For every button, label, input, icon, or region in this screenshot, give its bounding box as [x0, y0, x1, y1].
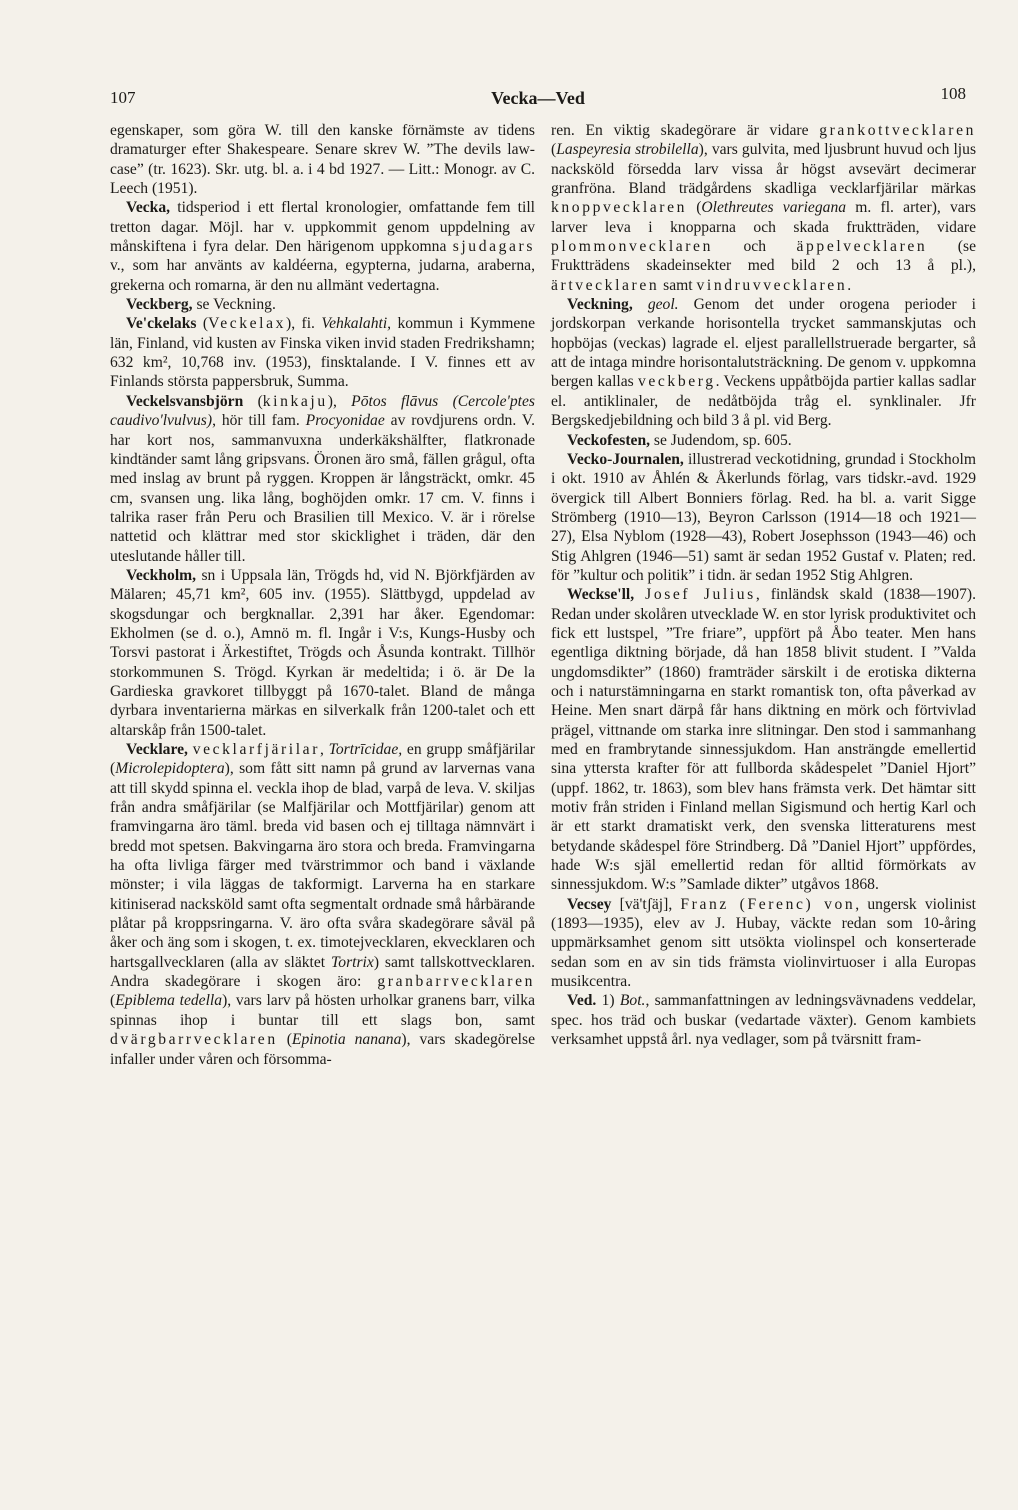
page-number-right: 108	[940, 84, 966, 103]
entry-veckelaks: Ve'ckelaks (Veckelax), fi. Vehkalahti, kommun i Kymmene län, Finland, vid kusten av Finska viken invid staden Fredrikshamn; 632 km², 10,768 inv. (1953), finsktalande. I V. finnes ett av Finlands största pappersbruk, Summa.	[110, 315, 535, 391]
entry-veckelsvansbjorn: Veckelsvansbjörn (kinkaju), Pōtos flāvus (Cercole'ptes caudivo'lvulvus), hör till fam. Procyonidae av rovdjurens ordn. V. har kort nos, sammanvuxna underkäkshälfter, flatkronade kindtänder samt lång gripsvans. Öronen äro små, fällen grågul, ofta med inslag av brunt på ryggen. Kroppen är långsträckt, omkr. 45 cm, svansen ung. lika lång, boghöjden omkr. 17 cm. V. finns i talrika raser från Peru och Brasilien till Mexico. V. är i rörelse nattetid och klättrar med stor skicklighet i träden, där den uteslutande håller till.	[110, 392, 535, 565]
headword: Veckberg,	[126, 296, 193, 314]
headword: Veckning,	[567, 296, 633, 314]
entry-vecka: Vecka, tidsperiod i ett flertal kronologier, omfattande fem till tretton dagar. Möjl. har v. uppkommit genom uppdelning av månskiftena i fyra delar. Den härigenom uppkomna sjudagars v., som har använts av kaldéerna, egypterna, judarna, araberna, grekerna och romarna, är den nu allmänt vedertagna.	[110, 199, 535, 294]
continued-entry: ren. En viktig skadegörare är vidare grankottvecklaren (Laspeyresia strobilella), vars gulvita, med ljusbrunt huvud och ljus nacksköld försedda larv vissa år högst avsevärt decimerar granfröna. Bland trädgårdens skadliga vecklarfjärilar märkas knoppvecklaren (Olethreutes variegana m. fl. arter), vars larver leva i knopparna och skada fruktträden, vidare plommonvecklaren och äppelvecklaren (se Fruktträdens skadeinsekter med bild 2 och 13 å pl.), ärtvecklaren samt vindruvvecklaren.	[551, 122, 977, 294]
headword: Vecsey	[567, 895, 612, 913]
headword: Veckholm,	[126, 566, 197, 584]
left-column	[110, 121, 535, 1069]
headword: Veckelsvansbjörn	[126, 392, 244, 410]
headword: Vecka,	[126, 199, 171, 217]
entry-veckofesten: Veckofesten, se Judendom, sp. 605.	[567, 431, 792, 449]
headword: Weckse'll,	[567, 586, 635, 604]
page-number-left: 107	[110, 88, 136, 107]
entry-veckning: Veckning, geol. Genom det under orogena perioder i jordskorpan verkande horisontella trycket sammanskjutas och hopböjas (veckas) lagrade el. eljest parallellstruerade bergarter, så att de intaga mindre horisontalutsträckning. De genom v. uppkomna bergen kallas veckberg. Veckens uppåtböjda partier kallas sadlar el. antiklinaler, de nedåtböjda tråg el. synklinaler. Jfr Bergskedjebildning och bild 3 å pl. vid Berg.	[551, 296, 977, 430]
headword: Vecklare,	[126, 741, 188, 758]
entry-wecksell: Weckse'll, Josef Julius, finländsk skald (1838—1907). Redan under skolåren utvecklade W. en stor lyrisk produktivitet och fick ett lustspel, ”Tre friare”, uppfört på Åbo teater. Men hans egentliga diktning började, då han 1858 blivit student. I ”Valda ungdomsdikter” (1860) framträder särskilt i de erotiska dikterna och i naturstämningarna en starkt romantisk ton, ofta påverkad av Heine. Men snart därpå får hans diktning en mörk och förtvivlad prägel, vittnande om starka inre slitningar. Den stod i sammanhang med en frambrytande sinnessjukdom. Han ansträngde emellertid sina yttersta krafter för att fullborda skådespelet ”Daniel Hjort” (uppf. 1862, tr. 1863), som blev hans främsta verk. Det hämtar sitt motiv från striden i Finland mellan Sigismund och hertig Karl och är ett starkt dramatiskt verk, den svenska litteraturens mest betydande skådespel före Strindberg. Då ”Daniel Hjort” uppfördes, hade W:s själ emellertid redan för alltid förmörkats av sinnessjukdom. W:s ”Samlade dikter” utgåvos 1868.	[551, 586, 976, 894]
running-header	[110, 84, 966, 114]
continued-entry: egenskaper, som göra W. till den kanske förnämste av tidens dramaturger efter Shakespeare. Senare skrev W. ”The devils law-case” (tr. 1623). Skr. utg. bl. a. i 4 bd 1927. — Litt.: Monogr. av C. Leech (1951).	[110, 122, 535, 198]
headword: Ved.	[567, 992, 597, 1010]
entry-vecklare: Vecklare, vecklarfjärilar, Tortrīcidae, en grupp småfjärilar (Microlepidoptera), som fått sitt namn på grund av larvernas vana att till skydd spinna el. veckla ihop de blad, varpå de leva. V. skiljas från andra småfjärilar (se Malfjärilar och Mottfjärilar) genom att framvingarna äro täml. breda vid basen och ej tilltaga nämnvärt i bredd mot spetsen. Bakvingarna äro stora och breda. Framvingarna ha ofta livliga färger med tvärstrimmor och band i växlande mönster; i vila läggas de takformigt. Larverna ha en starkare kitiniserad nacksköld samt ofta segmentalt ordnade små hårbärande plåtar på kroppsringarna. V. äro ofta svåra skadegörare såväl på åker och äng som i skogen, t. ex. timotejvecklaren, ekvecklaren och hartsgallvecklaren (alla av släktet Tortrix) samt tallskottvecklaren. Andra skadegörare i skogen äro: granbarrvecklaren (Epiblema tedella), vars larv på hösten urholkar granens barr, vilka spinnas ihop i buntar till ett slags bon, samt dvärgbarrvecklaren (Epinotia nanana), vars skadegörelse infaller under våren och försomma-	[110, 741, 536, 1068]
right-column	[551, 121, 976, 1050]
headword: Vecko-Journalen,	[567, 450, 684, 468]
entry-vecko-journalen: Vecko-Journalen, illustrerad veckotidning, grundad i Stockholm i okt. 1910 av Åhlén & Åkerlunds förlag, vars tidskr.-avd. 1929 övergick till Albert Bonniers förlag. Red. ha bl. a. varit Sigge Strömberg (1910—13), Beyron Carlsson (1914—18 och 1921—27), Elsa Nyblom (1928—43), Robert Josephsson (1943—46) och Stig Ahlgren (1946—51) samt är sedan 1952 Gustaf v. Platen; red. för ”kultur och politik” i tidn. är sedan 1952 Stig Ahlgren.	[551, 450, 976, 584]
headword: Ve'ckelaks	[126, 315, 197, 333]
entry-vecsey: Vecsey [vä'tʃäj], Franz (Ferenc) von, ungersk violinist (1893—1935), elev av J. Hubay, väckte redan som 10-åring uppmärksamhet genom sitt utsökta violinspel och konserterade sedan som en av sin tids främsta violinvirtuoser i alla Europas musikcentra.	[551, 895, 976, 991]
entry-ved: Ved. 1) Bot., sammanfattningen av ledningsvävnadens veddelar, spec. hos träd och buskar (vedartade växter). Genom kambiets verksamhet uppstå årl. nya vedlager, som på tvärsnitt fram-	[551, 992, 976, 1049]
headword: Veckofesten,	[567, 431, 651, 449]
entry-veckberg: Veckberg, se Veckning.	[126, 296, 276, 314]
running-title: Vecka—Ved	[491, 88, 585, 108]
entry-veckholm: Veckholm, sn i Uppsala län, Trögds hd, vid N. Björkfjärden av Mälaren; 45,71 km², 605 inv. (1955). Slättbygd, uppdelad av skogsdungar och bergknallar. 2,391 har åker. Egendomar: Ekholmen (se d. o.), Amnö m. fl. Ingår i V:s, Kungs-Husby och Torsvi pastorat i Ärkestiftet, Trögds och Åsunda kontrakt. Tillhör storkommunen S. Trögd. Kyrkan är medeltida; i ö. är De la Gardieska gravkoret tillbyggt på 1670-talet. Bland de många dyrbara inventarierna märkas en silverkalk från 1200-talet och ett altarskåp från 1500-talet.	[110, 566, 535, 739]
